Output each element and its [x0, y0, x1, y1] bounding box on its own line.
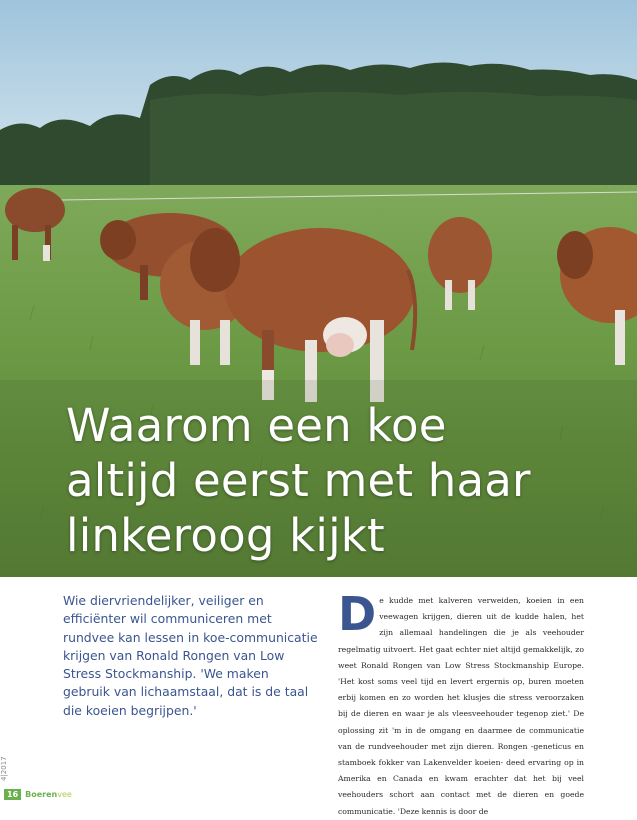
magazine-brand	[25, 790, 72, 799]
article-headline	[66, 398, 626, 563]
drop-cap: D	[338, 587, 377, 641]
body-paragraph: e kudde met kalveren verweiden, koeien in een veewagen krijgen, dieren uit de kudde halen, het zijn allemaal handelingen die je als veehouder regelmatig uitvoert. Het gaat echter niet altijd gemakkelijk, zo weet Ronald Rongen van Low Stress Stockmanship Europe. 'Het kost soms veel tijd en levert ergernis op, buren moeten erbij komen en zo worden het klusjes die stress veroorzaken bij de dieren en waar je als vleesveehouder tegenop ziet.' De oplossing zit 'm in de omgang en daarmee de communicatie van de rundveehouder met zijn dieren. Rongen -geneticus en stamboek fokker van Lakenvelder koeien- deed ervaring op in Amerika en Canada en kwam erachter dat het bij veel veehouders schort aan contact met de dieren en goede communicatie. 'Deze kennis is door de	[338, 596, 584, 816]
page-number: 16	[4, 789, 21, 800]
headline-line-1: Waarom een koe	[66, 399, 447, 452]
headline-line-3: linkeroog kijkt	[66, 509, 385, 562]
page-footer	[4, 787, 72, 801]
body-text-column	[338, 587, 584, 820]
intro-paragraph: Wie diervriendelijker, veiliger en efficiënter wil communiceren met rundvee kan lessen in koe-communicatie krijgen van Ronald Rongen van Low Stress Stockmanship. 'We maken gebruik van lichaamstaal, dat is de taal die koeien begrijpen.'	[63, 593, 318, 718]
brand-part-1: Boeren	[25, 789, 58, 799]
issue-date: 4|2017	[0, 756, 8, 781]
headline-line-2: altijd eerst met haar	[66, 454, 531, 507]
brand-part-2: vee	[57, 789, 72, 799]
